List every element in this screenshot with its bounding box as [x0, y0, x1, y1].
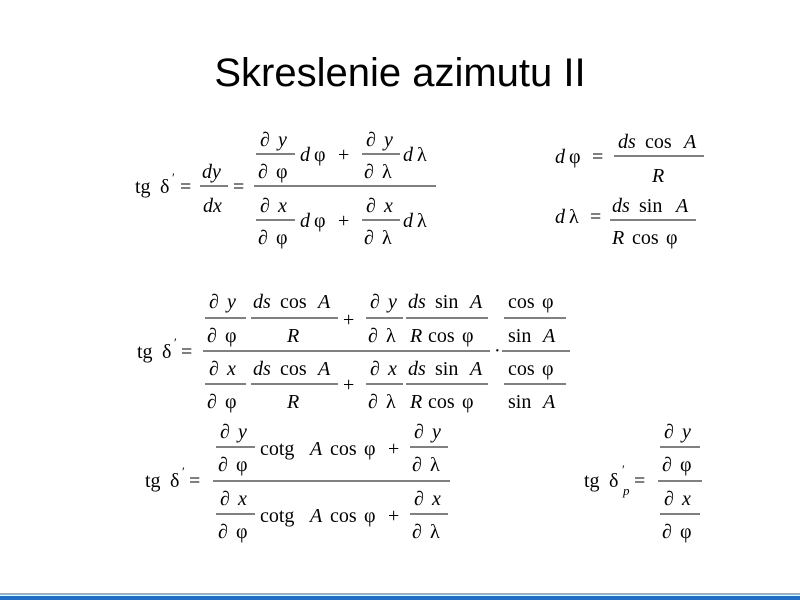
partial-symbol: ∂: [414, 421, 424, 443]
phi-symbol: φ: [276, 161, 288, 183]
var-R: R: [652, 165, 665, 187]
d-symbol: d: [555, 206, 565, 228]
tg-label: tg: [145, 470, 161, 492]
cos-function: cos: [280, 358, 307, 380]
phi-symbol: φ: [364, 505, 376, 527]
lambda-symbol: λ: [386, 325, 396, 347]
phi-symbol: φ: [462, 391, 474, 413]
equation-4: [137, 291, 570, 413]
phi-symbol: φ: [314, 144, 326, 166]
partial-symbol: ∂: [366, 195, 376, 217]
partial-symbol: ∂: [366, 129, 376, 151]
var-y: y: [432, 421, 441, 443]
var-y: y: [278, 129, 287, 151]
ds-term: ds: [612, 195, 630, 217]
var-A: A: [310, 505, 323, 527]
var-y: y: [388, 291, 397, 313]
var-R: R: [410, 325, 423, 347]
cos-function: cos: [645, 131, 672, 153]
plus-sign: +: [388, 505, 400, 527]
prime-mark: ′: [174, 335, 177, 350]
sin-function: sin: [639, 195, 663, 217]
tg-label: tg: [137, 341, 153, 363]
partial-symbol: ∂: [218, 521, 228, 543]
var-x: x: [238, 488, 247, 510]
partial-symbol: ∂: [207, 391, 217, 413]
equals-sign: =: [180, 176, 192, 198]
ds-term: ds: [253, 291, 271, 313]
var-x: x: [278, 195, 287, 217]
equation-6: [584, 421, 702, 543]
phi-symbol: φ: [314, 210, 326, 232]
var-A: A: [470, 358, 483, 380]
lambda-symbol: λ: [430, 454, 440, 476]
var-x: x: [388, 358, 397, 380]
d-symbol: d: [300, 210, 310, 232]
var-x: x: [682, 488, 691, 510]
var-y: y: [384, 129, 393, 151]
cotg-function: cotg: [260, 438, 295, 460]
var-A: A: [470, 291, 483, 313]
lambda-symbol: λ: [417, 144, 427, 166]
var-A: A: [318, 358, 331, 380]
plus-sign: +: [343, 374, 355, 396]
cos-function: cos: [632, 227, 659, 249]
dx-denominator: dx: [203, 195, 222, 217]
plus-sign: +: [343, 309, 355, 331]
partial-symbol: ∂: [209, 291, 219, 313]
partial-symbol: ∂: [370, 291, 380, 313]
lambda-symbol: λ: [382, 161, 392, 183]
partial-symbol: ∂: [220, 421, 230, 443]
var-y: y: [682, 421, 691, 443]
ds-term: ds: [253, 358, 271, 380]
partial-symbol: ∂: [664, 421, 674, 443]
d-symbol: d: [403, 144, 413, 166]
cos-function: cos: [280, 291, 307, 313]
phi-symbol: φ: [542, 358, 554, 380]
ds-term: ds: [618, 131, 636, 153]
prime-mark: ′: [182, 464, 185, 479]
partial-symbol: ∂: [260, 129, 270, 151]
sin-function: sin: [435, 358, 459, 380]
partial-symbol: ∂: [258, 227, 268, 249]
plus-sign: +: [338, 144, 350, 166]
partial-symbol: ∂: [260, 195, 270, 217]
var-R: R: [410, 391, 423, 413]
delta-symbol: δ: [160, 176, 170, 198]
delta-symbol: δ: [609, 470, 619, 492]
var-y: y: [227, 291, 236, 313]
equals-sign: =: [590, 206, 602, 228]
var-x: x: [384, 195, 393, 217]
phi-symbol: φ: [276, 227, 288, 249]
phi-symbol: φ: [236, 454, 248, 476]
equation-3: [555, 195, 696, 249]
d-symbol: d: [403, 210, 413, 232]
cos-function: cos: [330, 438, 357, 460]
cos-function: cos: [508, 358, 535, 380]
phi-symbol: φ: [680, 454, 692, 476]
var-A: A: [310, 438, 323, 460]
equals-sign: =: [634, 470, 646, 492]
var-R: R: [287, 391, 300, 413]
phi-symbol: φ: [364, 438, 376, 460]
cos-function: cos: [330, 505, 357, 527]
var-A: A: [684, 131, 697, 153]
partial-symbol: ∂: [220, 488, 230, 510]
lambda-symbol: λ: [417, 210, 427, 232]
partial-symbol: ∂: [662, 521, 672, 543]
lambda-symbol: λ: [569, 206, 579, 228]
var-R: R: [287, 325, 300, 347]
equals-sign: =: [189, 470, 201, 492]
phi-symbol: φ: [225, 325, 237, 347]
partial-symbol: ∂: [368, 391, 378, 413]
equals-sign: =: [233, 176, 245, 198]
sin-function: sin: [508, 325, 532, 347]
ds-term: ds: [408, 291, 426, 313]
bottom-accent-bar: [0, 593, 800, 600]
sin-function: sin: [508, 391, 532, 413]
var-A: A: [543, 391, 556, 413]
phi-symbol: φ: [236, 521, 248, 543]
prime-mark: ′: [622, 462, 625, 477]
partial-symbol: ∂: [412, 521, 422, 543]
partial-symbol: ∂: [218, 454, 228, 476]
partial-symbol: ∂: [414, 488, 424, 510]
partial-symbol: ∂: [368, 325, 378, 347]
ds-term: ds: [408, 358, 426, 380]
delta-symbol: δ: [162, 341, 172, 363]
cos-function: cos: [428, 325, 455, 347]
partial-symbol: ∂: [412, 454, 422, 476]
lambda-symbol: λ: [386, 391, 396, 413]
dy-numerator: dy: [202, 161, 221, 183]
var-A: A: [318, 291, 331, 313]
sin-function: sin: [435, 291, 459, 313]
partial-symbol: ∂: [209, 358, 219, 380]
partial-symbol: ∂: [662, 454, 672, 476]
multiply-dot: ·: [494, 340, 501, 362]
var-R: R: [612, 227, 625, 249]
lambda-symbol: λ: [430, 521, 440, 543]
equation-2: [555, 131, 704, 187]
phi-symbol: φ: [225, 391, 237, 413]
cos-function: cos: [428, 391, 455, 413]
tg-label: tg: [584, 470, 600, 492]
prime-mark: ′: [172, 170, 175, 185]
phi-symbol: φ: [666, 227, 678, 249]
lambda-symbol: λ: [382, 227, 392, 249]
partial-symbol: ∂: [370, 358, 380, 380]
delta-symbol: δ: [170, 470, 180, 492]
cotg-function: cotg: [260, 505, 295, 527]
subscript-p: p: [623, 483, 630, 498]
partial-symbol: ∂: [664, 488, 674, 510]
equals-sign: =: [592, 146, 604, 168]
var-y: y: [238, 421, 247, 443]
phi-symbol: φ: [542, 291, 554, 313]
partial-symbol: ∂: [364, 161, 374, 183]
plus-sign: +: [338, 210, 350, 232]
equation-1: [135, 129, 436, 249]
partial-symbol: ∂: [364, 227, 374, 249]
slide-title: Skreslenie azimutu II: [214, 51, 586, 95]
var-x: x: [227, 358, 236, 380]
var-x: x: [432, 488, 441, 510]
var-A: A: [676, 195, 689, 217]
phi-symbol: φ: [569, 146, 581, 168]
equation-5: [145, 421, 450, 543]
cos-function: cos: [508, 291, 535, 313]
phi-symbol: φ: [462, 325, 474, 347]
tg-label: tg: [135, 176, 151, 198]
var-A: A: [543, 325, 556, 347]
equals-sign: =: [181, 341, 193, 363]
plus-sign: +: [388, 438, 400, 460]
phi-symbol: φ: [680, 521, 692, 543]
d-symbol: d: [300, 144, 310, 166]
partial-symbol: ∂: [207, 325, 217, 347]
partial-symbol: ∂: [258, 161, 268, 183]
d-symbol: d: [555, 146, 565, 168]
